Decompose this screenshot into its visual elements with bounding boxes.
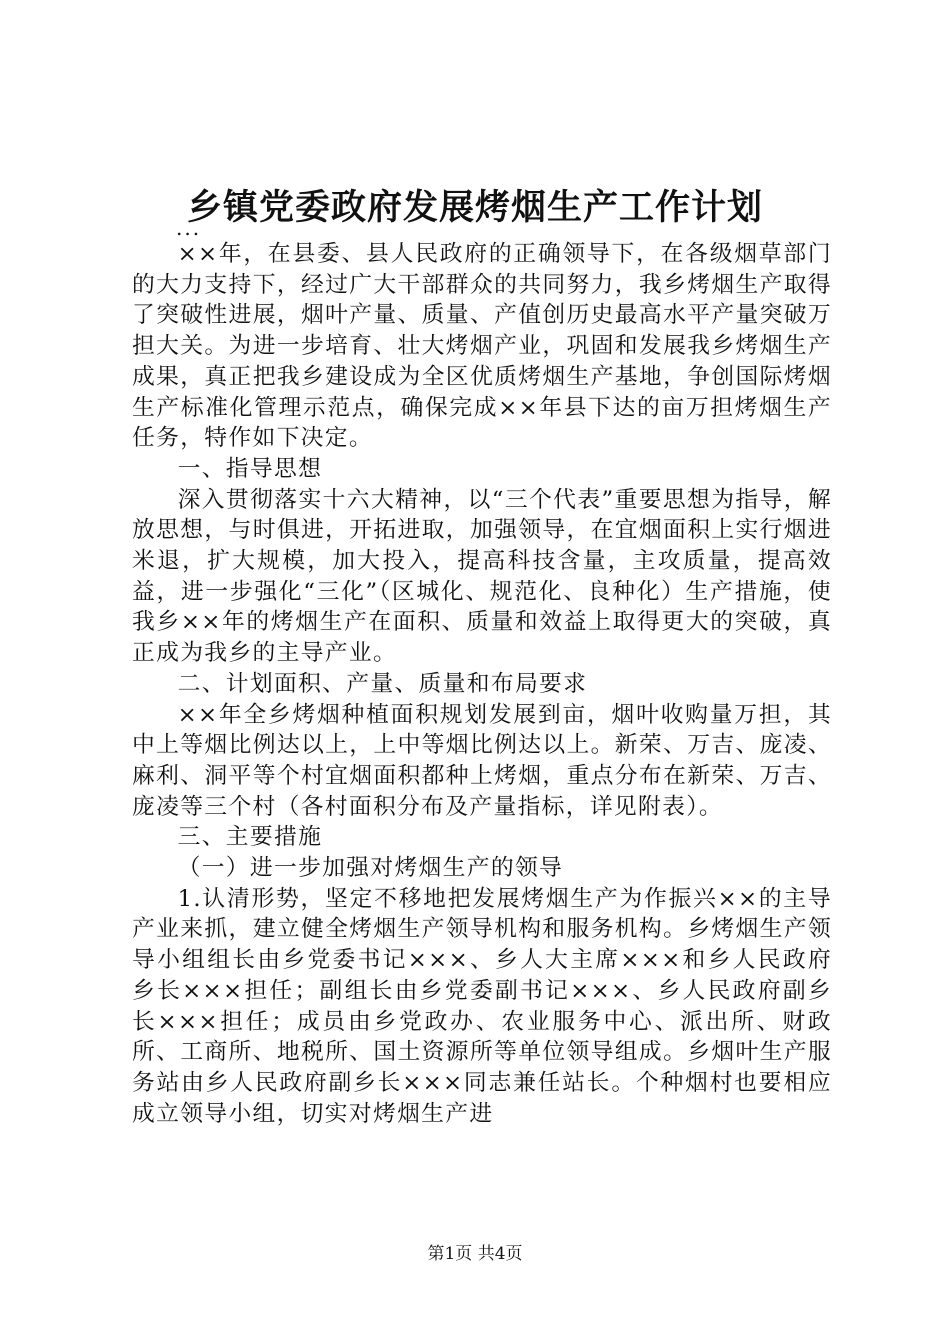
document-title: 乡镇党委政府发展烤烟生产工作计划 xyxy=(186,187,763,228)
paragraph-plan-requirements: ××年全乡烤烟种植面积规划发展到亩，烟叶收购量万担，其中上等烟比例达以上，上中等烟比例达以上。新荣、万吉、庞凌、麻利、洞平等个村宜烟面积都种上烤烟，重点分布在新荣、万吉、庞凌等三个村（各村面积分布及产量指标，详见附表）。 xyxy=(132,701,832,820)
section-heading-plan-requirements: 二、计划面积、产量、质量和布局要求 xyxy=(177,670,588,697)
ellipsis-mark: ... xyxy=(176,216,202,240)
paragraph-leadership-item-1: 1.认清形势，坚定不移地把发展烤烟生产为作振兴××的主导产业来抓，建立健全烤烟生产领导机构和服务机构。乡烤烟生产领导小组组长由乡党委书记×××、乡人大主席×××和乡人民政府乡长×××担任；副组长由乡党委副书记×××、乡人民政府副乡长×××担任；成员由乡党政办、农业服务中心、派出所、财政所、工商所、地税所、国土资源所等单位领导组成。乡烟叶生产服务站由乡人民政府副乡长×××同志兼任站长。个种烟村也要相应成立领导小组，切实对烤烟生产进 xyxy=(132,885,832,1127)
section-heading-main-measures: 三、主要措施 xyxy=(177,824,323,851)
subsection-heading-leadership: （一）进一步加强对烤烟生产的领导 xyxy=(177,855,564,882)
document-body xyxy=(132,239,832,1129)
paragraph-guiding-ideology: 深入贯彻落实十六大精神，以“三个代表”重要思想为指导，解放思想，与时俱进，开拓进取，加强领导，在宜烟面积上实行烟进米退，扩大规模，加大投入，提高科技含量，主攻质量，提高效益，进一步强化“三化”（区城化、规范化、良种化）生产措施，使我乡××年的烤烟生产在面积、质量和效益上取得更大的突破，真正成为我乡的主导产业。 xyxy=(132,486,832,667)
page-footer: 第1页 共4页 xyxy=(427,1244,523,1264)
paragraph-intro: ××年，在县委、县人民政府的正确领导下，在各级烟草部门的大力支持下，经过广大干部群众的共同努力，我乡烤烟生产取得了突破性进展，烟叶产量、质量、产值创历史最高水平产量突破万担大关。为进一步培育、壮大烤烟产业，巩固和发展我乡烤烟生产成果，真正把我乡建设成为全区优质烤烟生产基地，争创国际烤烟生产标准化管理示范点，确保完成××年县下达的亩万担烤烟生产任务，特作如下决定。 xyxy=(132,241,832,452)
section-heading-guiding-ideology: 一、指导思想 xyxy=(177,455,323,482)
